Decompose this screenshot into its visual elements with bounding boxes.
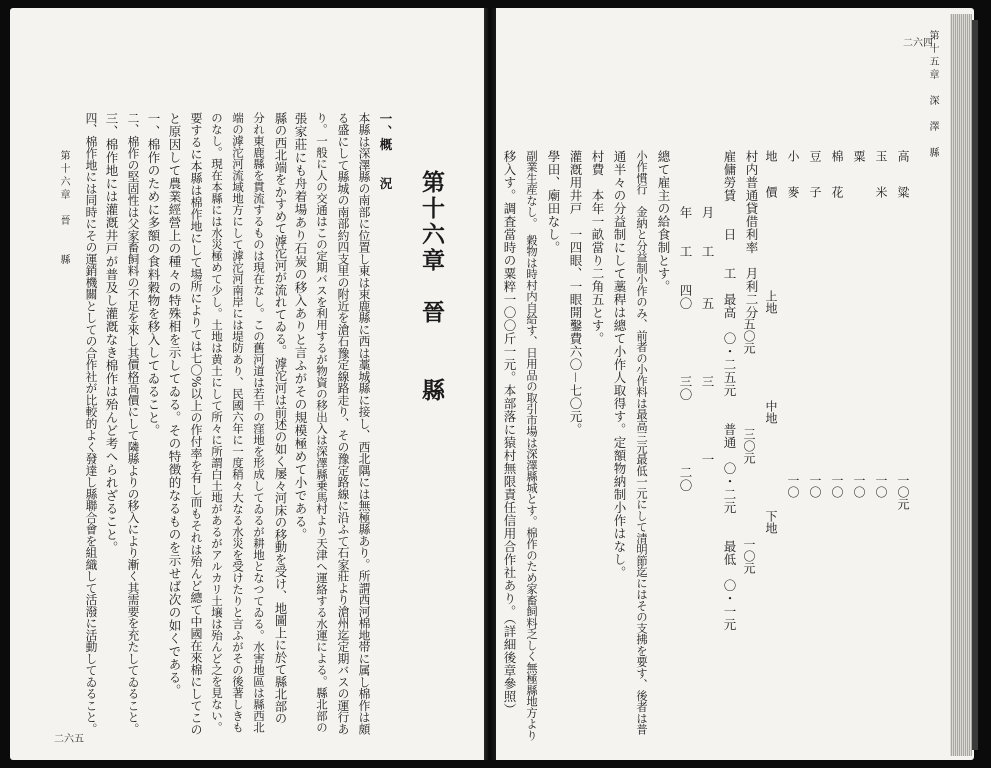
paragraph: と原因して農業經營上の種々の特殊相を示してゐる。その特徴的なるものを示せば次の如くである。 <box>167 112 182 697</box>
paragraph: 移入す。調査當時の粟粹一〇〇斤一元。本部落に猿村無限責任信用合作社あり。（詳細後章參照） <box>502 150 517 716</box>
table-cell: 一〇 <box>852 474 866 498</box>
table-row: 豆 子 <box>808 150 822 198</box>
table-cell: 一〇元 <box>896 474 910 510</box>
land-value-lower: 一〇元 <box>742 538 756 574</box>
paragraph: 總て雇主の給食制とす。 <box>656 150 671 293</box>
paragraph: 縣の西北端をかすめて滹沱河が流れてゐる。滹沱河は前述の如く屡々河床の移動を受け、地圖上に於て縣北部の <box>273 112 287 725</box>
table-cell: 一〇 <box>808 474 822 498</box>
land-grade-middle: 中地 <box>764 400 778 424</box>
paragraph: る盛にして縣城の南部約四支里の附近を滄石豫定線路走り、その豫定路線に沿ふて石家莊より滄州迄定期バスの運行あ <box>336 112 350 735</box>
left-page-footer-header: 第十六章 晉 縣 <box>58 150 69 267</box>
wage-daily: 雇傭勞賃 日 工 最高 〇・二五元 普通 〇・二元 最低 〇・一元 <box>722 150 737 631</box>
paragraph: 要するに本縣は棉作地にして場所によりては七〇%以上の作付率を有し而もそれは殆んど總て中國在來棉にしてこの <box>189 112 203 736</box>
wage-monthly: 月 工 五 三 一 <box>700 206 715 466</box>
paragraph: 張家莊にも舟着場あり石炭の移入ありと言ふがその規模極めて小である。 <box>293 112 308 541</box>
paragraph: 通半々の分益制にして藁稈は總て小作人取得す。定額物納制小作はなし。 <box>612 150 627 579</box>
book-cover-edge <box>972 20 978 750</box>
left-page-number: 二六五 <box>54 734 84 745</box>
page-edges <box>950 14 972 756</box>
table-row: 棉 花 <box>830 150 844 198</box>
table-row: 小 麥 <box>786 150 800 198</box>
book-gutter <box>484 8 496 760</box>
paragraph: 小作慣行 金納と分益制小作のみ、前者の小作料は最高三元最低一元にして清明節迄にはその支拂を要す、後者は普 <box>635 150 648 735</box>
table-cell: 一〇 <box>874 474 888 498</box>
list-item: 三、棉作地には灌漑井戸が普及し灌漑なき棉作は殆んど考へられざること。 <box>104 112 119 554</box>
paragraph: 本縣は深澤縣の南部に位置し東は束鹿縣に西は藁城縣に接し、西北隅には無極縣あり。所謂西河棉地帯に属し棉作は頗 <box>357 112 371 735</box>
interest-rate: 村内普通貸借利率 月利二分 <box>744 150 759 319</box>
land-grade-lower: 下地 <box>764 510 778 534</box>
paragraph: 分れ東鹿縣を貫流するものは現在なし。この舊河道は若干の窪地を形成してゐるが耕地となつてゐる。水害地區は縣西北 <box>252 112 266 733</box>
list-item: 四、棉作地には同時にその運銷機關としての合作社が比較的よく發達し縣聯合會を組織して活潑に活動してゐること。 <box>84 112 98 735</box>
table-cell: 一〇 <box>786 474 800 498</box>
paragraph: り。一般に人の交通はこの定期バスを利用するが物資の移出入は深澤縣乗馬村より天津へ運絡する水運による。縣北部の <box>315 112 329 733</box>
paragraph: 學田、廟田なし。 <box>546 150 561 254</box>
table-row: 高 粱 <box>896 150 910 198</box>
wage-yearly: 年 工 四〇 三〇 二〇 <box>678 206 693 492</box>
land-value-middle: 三〇元 <box>742 428 756 464</box>
list-item: 二、棉作の堅固性は父家畜飼料の不足を來し其價格高價にして隣縣よりの移入により漸く其需要を充たしてゐること。 <box>126 112 140 735</box>
paragraph: のなし。現在本縣には水災極めて少し。土地は黄土にして所々に所謂白土地があるがアルカリ土壌は殆んど之を見ない。 <box>210 112 224 733</box>
land-price-label: 地 價 <box>764 150 778 198</box>
chapter-title: 第十六章 晉 縣 <box>418 170 445 404</box>
paragraph: 副業生産なし。 穀物は時村内自給す、日用品の取引市場は深澤縣城とす。棉作のため家畜飼料乏しく無極縣地方より <box>525 150 538 741</box>
section-heading: 一、概 況 <box>378 112 393 190</box>
land-grade-upper: 上地 <box>764 290 778 314</box>
right-page-header: 第十五章 深 澤 縣 <box>927 30 938 160</box>
table-cell: 一〇 <box>830 474 844 498</box>
list-item: 一、棉作のために多額の食料穀物を移入してゐること。 <box>146 112 161 437</box>
paragraph: 村費 本年一畝當り二角五とす。 <box>590 150 605 345</box>
paragraph: 灌漑用井戸 一四眼、一眼開鑿費六〇－七〇元。 <box>568 150 583 437</box>
paragraph: 端の滹沱河流域地方にして滹沱河南岸には堤防あり、民國六年に一度稍々大なる水災を受けたりと言ふがその後著しきも <box>231 112 245 733</box>
table-row: 粟 <box>852 150 866 162</box>
land-value-upper: 五〇元 <box>742 318 756 354</box>
right-page-number: 二六四 <box>903 38 933 49</box>
table-row: 玉 米 <box>874 150 888 198</box>
